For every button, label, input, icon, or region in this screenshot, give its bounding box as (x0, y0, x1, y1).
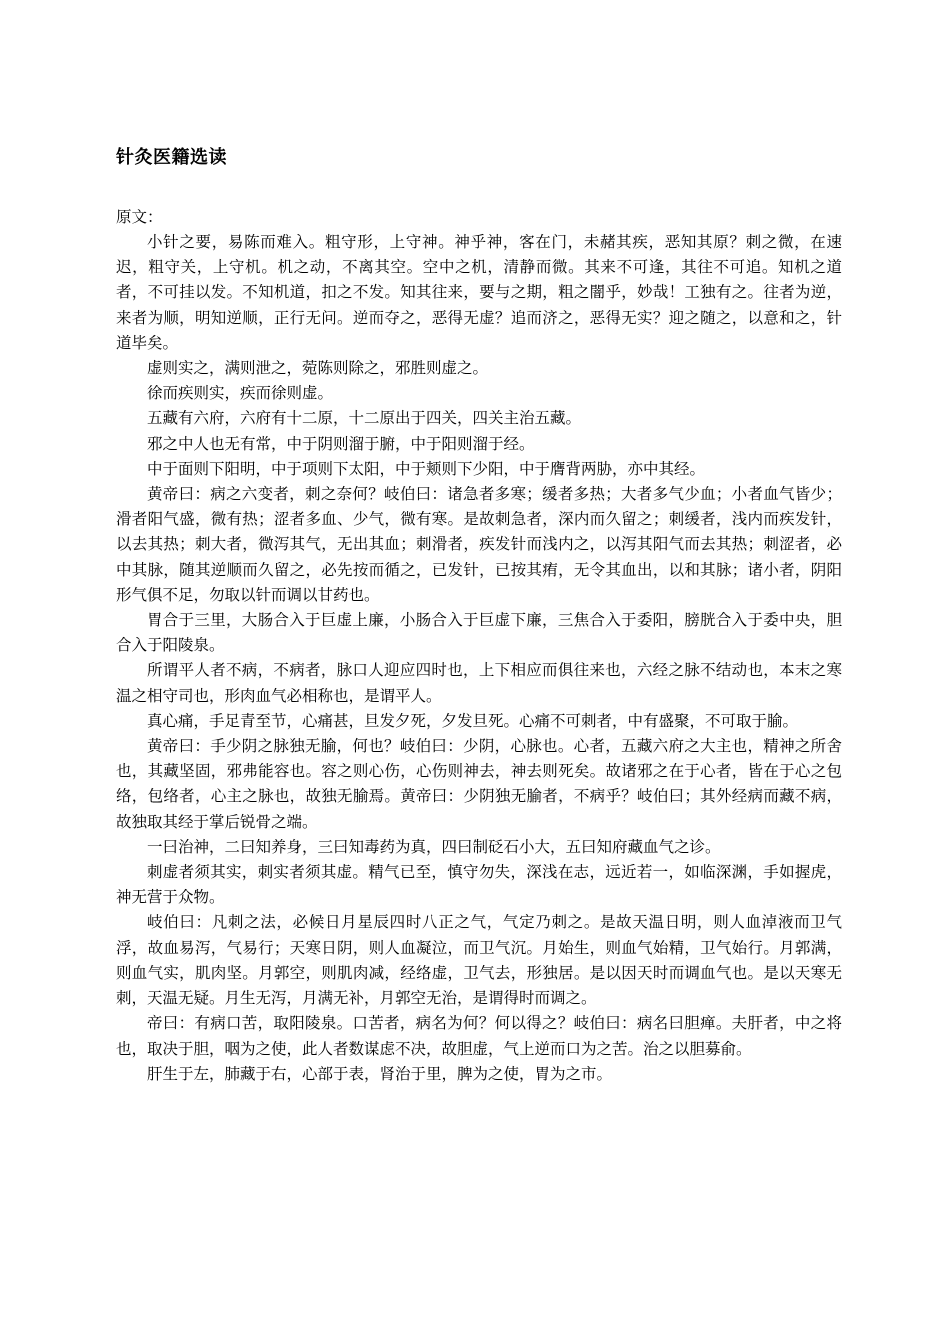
paragraph-5: 邪之中人也无有常，中于阴则溜于腑，中于阳则溜于经。 (147, 434, 535, 453)
paragraph-7: 黄帝曰：病之六变者，刺之奈何？岐伯曰：诸急者多寒；缓者多热；大者多气少血；小者血气皆少；滑者阳气盛，微有热；涩者多血、少气，微有寒。是故刺急者，深内而久留之；刺缓者，浅内而疾发针，以去其热；刺大者，微泻其气，无出其血；刺滑者，疾发针而浅内之，以泻其阳气而去其热；刺涩者，必中其脉，随其逆顺而久留之，必先按而循之，已发针，已按其痏，无令其血出，以和其脉；诸小者，阴阳形气俱不足，勿取以针而调以甘药也。 (116, 485, 842, 604)
paragraph-2: 虚则实之，满则泄之，菀陈则除之，邪胜则虚之。 (147, 359, 489, 378)
document-title: 针灸医籍选读 (116, 147, 227, 168)
document-page (116, 145, 842, 1087)
paragraph-12: 一曰治神，二曰知养身，三曰知毒药为真，四曰制砭石小大，五曰知府藏血气之诊。 (147, 837, 721, 856)
paragraph-9: 所谓平人者不病，不病者，脉口人迎应四时也，上下相应而俱往来也，六经之脉不结动也，本末之寒温之相守司也，形肉血气必相称也，是谓平人。 (116, 661, 842, 705)
paragraph-3: 徐而疾则实，疾而徐则虚。 (147, 384, 334, 403)
paragraph-10: 真心痛，手足青至节，心痛甚，旦发夕死，夕发旦死。心痛不可刺者，中有盛聚，不可取于腧。 (147, 711, 799, 730)
paragraph-13: 刺虚者须其实，刺实者须其虚。精气已至，慎守勿失，深浅在志，远近若一，如临深渊，手如握虎，神无营于众物。 (116, 863, 842, 907)
paragraph-4: 五藏有六府，六府有十二原，十二原出于四关，四关主治五藏。 (147, 409, 582, 428)
section-label: 原文： (116, 208, 163, 226)
paragraph-15: 帝曰：有病口苦，取阳陵泉。口苦者，病名为何？何以得之？岐伯曰：病名曰胆瘅。夫肝者，中之将也，取决于胆，咽为之使，此人者数谋虑不决，故胆虚，气上逆而口为之苦。治之以胆募俞。 (116, 1014, 842, 1058)
paragraph-16: 肝生于左，肺藏于右，心部于表，肾治于里，脾为之使，胃为之市。 (147, 1064, 613, 1083)
paragraph-11: 黄帝曰：手少阴之脉独无腧，何也？岐伯曰：少阴，心脉也。心者，五藏六府之大主也，精神之所舍也，其藏坚固，邪弗能容也。容之则心伤，心伤则神去，神去则死矣。故诸邪之在于心者，皆在于心之包络，包络者，心主之脉也，故独无腧焉。黄帝曰：少阴独无腧者，不病乎？岐伯曰；其外经病而藏不病，故独取其经于掌后锐骨之端。 (116, 737, 842, 831)
paragraph-1: 小针之要，易陈而难入。粗守形，上守神。神乎神，客在门，未赭其疾，恶知其原？刺之微，在速迟，粗守关，上守机。机之动，不离其空。空中之机，清静而微。其来不可逢，其往不可追。知机之道者，不可挂以发。不知机道，扣之不发。知其往来，要与之期，粗之闇乎，妙哉！工独有之。往者为逆，来者为顺，明知逆顺，正行无问。逆而夺之，恶得无虚？追而济之，恶得无实？迎之随之，以意和之，针道毕矣。 (116, 233, 842, 352)
paragraph-6: 中于面则下阳明，中于项则下太阳，中于颊则下少阳，中于膺背两胁，亦中其经。 (147, 459, 706, 478)
paragraph-8: 胃合于三里，大肠合入于巨虚上廉，小肠合入于巨虚下廉，三焦合入于委阳，膀胱合入于委中央，胆合入于阳陵泉。 (116, 611, 842, 655)
paragraph-14: 岐伯曰：凡刺之法，必候日月星辰四时八正之气，气定乃刺之。是故天温日明，则人血淖液而卫气浮，故血易泻，气易行；天寒日阴，则人血凝泣，而卫气沉。月始生，则血气始精，卫气始行。月郭满，则血气实，肌肉坚。月郭空，则肌肉减，经络虚，卫气去，形独居。是以因天时而调血气也。是以天寒无刺，天温无疑。月生无泻，月满无补，月郭空无治，是谓得时而调之。 (116, 913, 842, 1008)
